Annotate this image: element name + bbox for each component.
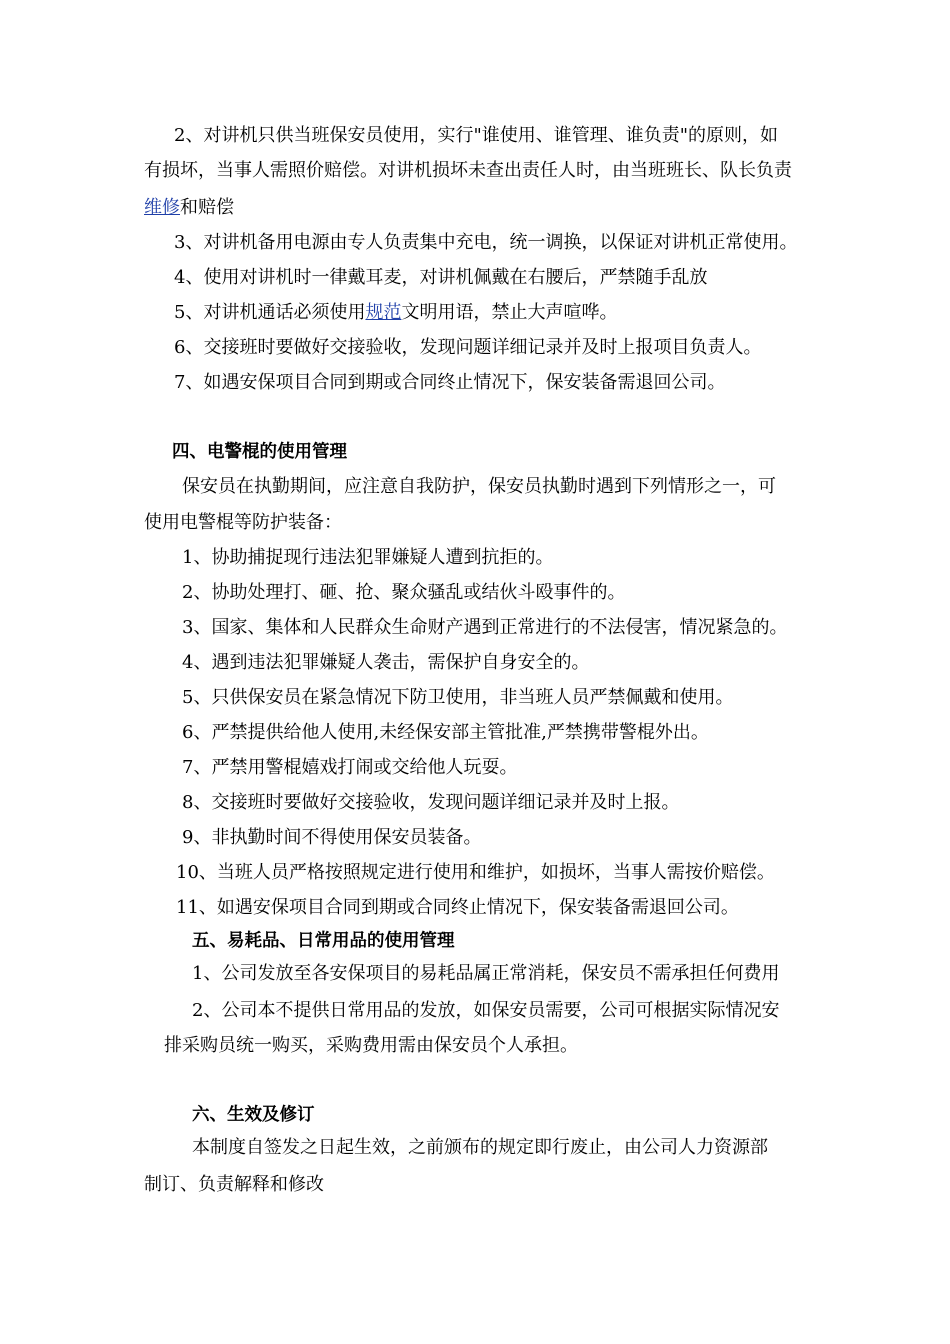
section4-item: 5、只供保安员在紧急情况下防卫使用，非当班人员严禁佩戴和使用。: [182, 687, 734, 708]
section4-item: 4、遇到违法犯罪嫌疑人袭击，需保护自身安全的。: [182, 652, 590, 673]
section4-intro-line1: 保安员在执勤期间，应注意自我防护，保安员执勤时遇到下列情形之一，可: [182, 476, 776, 497]
section4-item: 7、严禁用警棍嬉戏打闹或交给他人玩耍。: [182, 757, 518, 778]
repair-link[interactable]: 维修: [144, 197, 180, 218]
item5-pre: 5、对讲机通话必须使用: [174, 302, 366, 323]
section4-intro-line2: 使用电警棍等防护装备：: [144, 512, 342, 533]
section6-title: 六、生效及修订: [192, 1105, 315, 1125]
section5-item2-line1: 2、公司本不提供日常用品的发放，如保安员需要，公司可根据实际情况安: [192, 1000, 780, 1021]
section6-line2: 制订、负责解释和修改: [144, 1174, 324, 1195]
item2-line2: 有损坏，当事人需照价赔偿。对讲机损坏未查出责任人时，由当班班长、队长负责: [144, 160, 792, 181]
item5-post: 文明用语，禁止大声喧哗。: [401, 302, 618, 323]
section5-title: 五、易耗品、日常用品的使用管理: [192, 931, 455, 951]
section4-item: 9、非执勤时间不得使用保安员装备。: [182, 827, 482, 848]
section4-item: 2、协助处理打、砸、抢、聚众骚乱或结伙斗殴事件的。: [182, 582, 626, 603]
item5-line: [174, 301, 617, 325]
section4-title: 四、电警棍的使用管理: [172, 442, 347, 462]
item2-line1: 2、对讲机只供当班保安员使用，实行"谁使用、谁管理、谁负责"的原则，如: [174, 125, 779, 146]
section5-item2-line2: 排采购员统一购买，采购费用需由保安员个人承担。: [164, 1035, 578, 1056]
item4-text: 4、使用对讲机时一律戴耳麦，对讲机佩戴在右腰后，严禁随手乱放: [174, 267, 708, 288]
section6-line1: 本制度自签发之日起生效，之前颁布的规定即行废止，由公司人力资源部: [192, 1137, 768, 1158]
item2-line3: [144, 196, 234, 220]
section4-item: 10、当班人员严格按照规定进行使用和维护，如损坏，当事人需按价赔偿。: [176, 862, 775, 883]
item3-text: 3、对讲机备用电源由专人负责集中充电，统一调换，以保证对讲机正常使用。: [174, 232, 798, 253]
item2-line3-rest: 和赔偿: [180, 197, 234, 218]
standard-link[interactable]: 规范: [365, 302, 402, 323]
section4-item: 6、严禁提供给他人使用,未经保安部主管批准,严禁携带警棍外出。: [182, 722, 709, 743]
item7-text: 7、如遇安保项目合同到期或合同终止情况下，保安装备需退回公司。: [174, 372, 726, 393]
section4-item: 8、交接班时要做好交接验收，发现问题详细记录并及时上报。: [182, 792, 680, 813]
section4-item: 11、如遇安保项目合同到期或合同终止情况下，保安装备需退回公司。: [176, 897, 739, 918]
section4-item: 1、协助捕捉现行违法犯罪嫌疑人遭到抗拒的。: [182, 547, 554, 568]
section5-item1: 1、公司发放至各安保项目的易耗品属正常消耗，保安员不需承担任何费用: [192, 963, 780, 984]
item6-text: 6、交接班时要做好交接验收，发现问题详细记录并及时上报项目负责人。: [174, 337, 762, 358]
section4-item: 3、国家、集体和人民群众生命财产遇到正常进行的不法侵害，情况紧急的。: [182, 617, 788, 638]
